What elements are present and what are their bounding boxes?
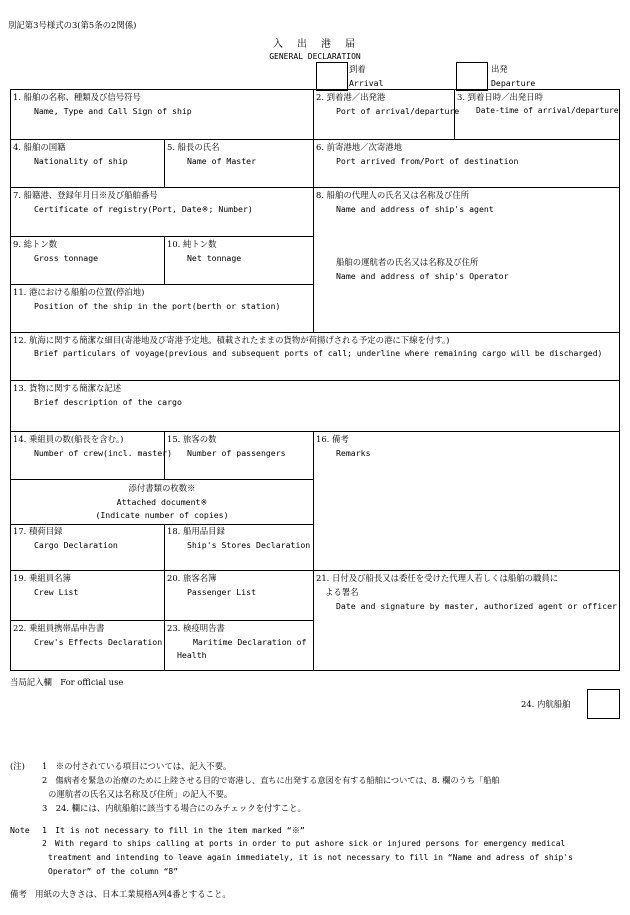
field-passenger-list-label-en: Passenger List xyxy=(187,587,257,597)
field-agent-label: 8. 船舶の代理人の氏名又は名称及び住所 xyxy=(316,190,470,200)
field-crew-effects-label: 22. 乗組員携帯品申告書 xyxy=(13,623,105,633)
note-ja-3: 3 24. 欄には、内航船舶に該当する場合にのみチェックを付すこと。 xyxy=(42,803,306,813)
paper-size-remark: 備考 用紙の大きさは、日本工業規格A列4番とすること。 xyxy=(10,889,231,899)
field-agent-label-en: Name and address of ship's agent xyxy=(336,204,494,214)
title-en: GENERAL DECLARATION xyxy=(269,52,361,61)
notes-ja-head: (注) xyxy=(10,761,25,771)
field-nationality-label-en: Nationality of ship xyxy=(34,156,128,166)
note-ja-2-cont: の運航者の氏名又は名称及び住所」の記入不要。 xyxy=(48,789,233,799)
field-port-label: 2. 到着港／出発港 xyxy=(316,92,386,102)
field-cargo-declaration-label: 17. 積荷目録 xyxy=(13,526,63,536)
field-nationality-label: 4. 船舶の国籍 xyxy=(13,142,66,152)
field-port-label-en: Port of arrival/departure xyxy=(336,106,460,116)
field-operator-label: 船舶の運航者の氏名又は名称及び住所 xyxy=(336,257,479,267)
note-ja-2: 2 傷病者を緊急の治療のために上陸させる目的で寄港し、直ちに出発する意図を有する船舶については、8. 欄のうち「船舶 xyxy=(42,775,500,785)
notes-en-head: Note xyxy=(10,825,30,835)
field-cargo-label-en: Brief description of the cargo xyxy=(34,397,182,407)
field-crew-effects-label-en: Crew's Effects Declaration xyxy=(34,637,163,647)
field-passenger-count-label: 15. 旅客の数 xyxy=(167,434,217,444)
field-crew-count-label-en: Number of crew(incl. master) xyxy=(34,448,173,458)
field-net-tonnage-label-en: Net tonnage xyxy=(187,253,242,263)
field-stores-declaration-label: 18. 船用品目録 xyxy=(167,526,225,536)
field-registry-label: 7. 船籍港、登録年月日※及び船舶番号 xyxy=(13,190,158,200)
field-position-label-en: Position of the ship in the port(berth or station) xyxy=(34,301,281,311)
arrival-checkbox[interactable] xyxy=(316,62,348,91)
field-health-declaration-label-en-cont: Health xyxy=(177,650,207,660)
field-net-tonnage-label: 10. 純トン数 xyxy=(167,239,217,249)
field-passenger-list-label: 20. 旅客名簿 xyxy=(167,573,217,583)
note-en-1: 1 It is not necessary to fill in the item marked “※” xyxy=(42,825,305,835)
field-crew-list-label: 19. 乗組員名簿 xyxy=(13,573,71,583)
field-remarks-label: 16. 備考 xyxy=(316,434,349,444)
domestic-vessel-checkbox[interactable] xyxy=(587,689,620,719)
field-crew-count-label: 14. 乗組員の数(船長を含む。) xyxy=(13,434,124,444)
field-cargo-declaration-label-en: Cargo Declaration xyxy=(34,540,118,550)
domestic-vessel-label: 24. 内航船舶 xyxy=(521,699,571,709)
arrival-label-ja: 到着 xyxy=(349,64,366,74)
field-cargo-label: 13. 貨物に関する簡潔な記述 xyxy=(13,383,122,393)
field-voyage-label-en: Brief particulars of voyage(previous and subsequent ports of call; underline where remaining cargo will be discharged) xyxy=(34,349,603,358)
field-datetime-label: 3. 到着日時／出発日時 xyxy=(457,92,544,102)
departure-label-en: Departure xyxy=(491,78,536,88)
field-signature-label-en: Date and signature by master, authorized agent or officer xyxy=(336,601,617,611)
field-ports-called-label-en: Port arrived from/Port of destination xyxy=(336,156,519,166)
field-ports-called-label: 6. 前寄港地／次寄港地 xyxy=(316,142,403,152)
field-remarks-label-en: Remarks xyxy=(336,448,371,458)
attached-docs-note: (Indicate number of copies) xyxy=(95,510,229,520)
field-passenger-count-label-en: Number of passengers xyxy=(187,448,286,458)
field-crew-list-label-en: Crew List xyxy=(34,587,79,597)
attached-docs-label: 添付書類の枚数※ xyxy=(128,483,196,493)
form-reference: 別記第3号様式の3(第5条の2関係) xyxy=(8,20,137,30)
note-en-2-cont: treatment and intending to leave again immediately, it is not necessary to fill in “Name and adress of ship's xyxy=(48,853,573,862)
departure-checkbox[interactable] xyxy=(456,62,488,91)
field-voyage-label: 12. 航海に関する簡潔な細目(寄港地及び寄港予定地。積載されたままの貨物が荷揚げされる予定の港に下線を付す。) xyxy=(13,335,450,345)
arrival-label-en: Arrival xyxy=(349,78,384,88)
field-master-label-en: Name of Master xyxy=(187,156,257,166)
title-ja: 入 出 港 届 xyxy=(273,39,357,50)
field-health-declaration-label-en: Maritime Declaration of xyxy=(193,637,307,647)
field-registry-label-en: Certificate of registry(Port, Date※; Number) xyxy=(34,204,253,214)
field-stores-declaration-label-en: Ship's Stores Declaration xyxy=(187,540,311,550)
field-signature-label: 21. 日付及び船長又は委任を受けた代理人若しくは船舶の職員に xyxy=(316,573,559,583)
note-en-2: 2 With regard to ships calling at ports in order to put ashore sick or injured persons for emergency medical xyxy=(42,839,566,848)
field-ship-name-label-en: Name, Type and Call Sign of ship xyxy=(34,106,192,116)
departure-label-ja: 出発 xyxy=(491,64,508,74)
field-signature-label-cont: よる署名 xyxy=(325,587,359,597)
note-en-2-cont2: Operator” of the column “8” xyxy=(48,867,179,876)
attached-docs-label-en: Attached document※ xyxy=(116,497,208,507)
field-position-label: 11. 港における船舶の位置(停泊地) xyxy=(13,287,145,297)
field-ship-name-label: 1. 船舶の名称、種類及び信号符号 xyxy=(13,92,141,102)
field-gross-tonnage-label: 9. 総トン数 xyxy=(13,239,58,249)
field-gross-tonnage-label-en: Gross tonnage xyxy=(34,253,99,263)
field-master-label: 5. 船長の氏名 xyxy=(167,142,220,152)
field-health-declaration-label: 23. 検疫明告書 xyxy=(167,623,225,633)
official-use-label: 当局記入欄 For official use xyxy=(10,677,124,687)
field-operator-label-en: Name and address of ship's Operator xyxy=(336,271,509,281)
note-ja-1: 1 ※の付されている項目については、記入不要。 xyxy=(42,761,232,771)
field-datetime-label-en: Date-time of arrival/departure xyxy=(476,106,619,115)
